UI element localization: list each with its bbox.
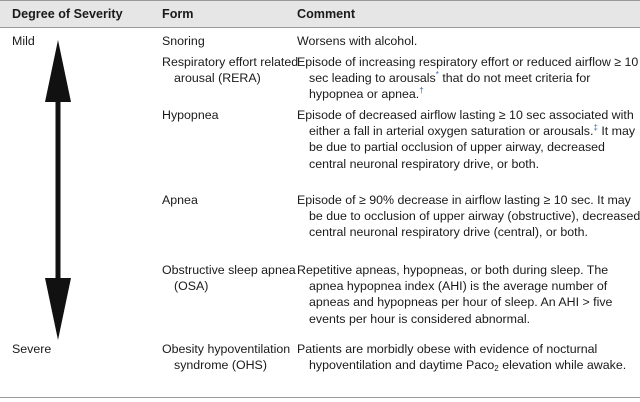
- row-rera-form: Respiratory effort related arousal (RERA): [162, 55, 299, 86]
- row-hypopnea-form: Hypopnea: [162, 108, 219, 122]
- severity-arrow-icon: [38, 40, 78, 340]
- severity-severe-label: Severe: [12, 342, 52, 356]
- row-snoring-form: Snoring: [162, 34, 205, 48]
- row-ohs-comment: Patients are morbidly obese with evidence of nocturnal hypoventilation and daytime Paco$_2$ elevation while awake.: [297, 342, 627, 374]
- row-rera-comment: Episode of increasing respiratory effort or reduced airflow ≥ 10 sec leading to arousals* that do not meet criteria for hypopnea or apnea.†: [297, 55, 639, 102]
- header-comment: Comment: [297, 7, 356, 21]
- row-osa-comment: Repetitive apneas, hypopneas, or both during sleep. The apnea hypopnea index (AHI) is the average number of apneas and hypopneas per hour of sleep. An AHI > five events per hour is considered abnormal.: [297, 263, 613, 326]
- header-severity: Degree of Severity: [12, 7, 123, 21]
- row-ohs-form: Obesity hypoventilation syndrome (OHS): [162, 342, 291, 373]
- row-apnea-form: Apnea: [162, 193, 198, 207]
- row-hypopnea-comment: Episode of decreased airflow lasting ≥ 10 sec associated with either a fall in arterial oxygen saturation or arousals.‡ It may be due to partial occlusion of upper airway, decreased central neuronal respiratory drive, or both.: [297, 108, 636, 171]
- table-header: [0, 0, 640, 28]
- severity-mild-label: Mild: [12, 34, 35, 48]
- table-bottom-rule: [0, 397, 640, 398]
- header-form: Form: [162, 7, 194, 21]
- row-snoring-comment: Worsens with alcohol.: [297, 34, 418, 48]
- row-osa-form: Obstructive sleep apnea (OSA): [162, 263, 296, 294]
- row-apnea-comment: Episode of ≥ 90% decrease in airflow lasting ≥ 10 sec. It may be due to occlusion of upper airway (obstructive), decreased central neuronal respiratory drive (central), or both.: [297, 193, 640, 240]
